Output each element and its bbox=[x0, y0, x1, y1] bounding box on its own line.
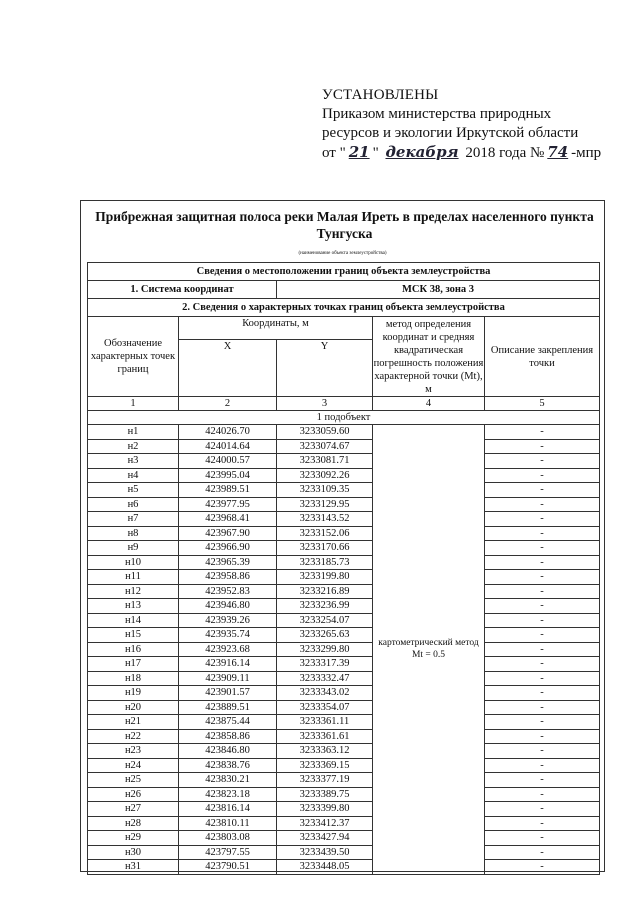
column-number-row: 1 2 3 4 5 bbox=[88, 397, 600, 411]
table-row bbox=[88, 831, 600, 846]
point-id: н27 bbox=[88, 802, 179, 817]
point-y: 3233152.06 bbox=[277, 526, 373, 541]
point-x: 423977.95 bbox=[179, 497, 277, 512]
point-y: 3233299.80 bbox=[277, 642, 373, 657]
point-id: н24 bbox=[88, 758, 179, 773]
point-id: н8 bbox=[88, 526, 179, 541]
point-y: 3233354.07 bbox=[277, 700, 373, 715]
point-id: н6 bbox=[88, 497, 179, 512]
table-row bbox=[88, 744, 600, 759]
point-x: 423958.86 bbox=[179, 570, 277, 585]
table-row bbox=[88, 729, 600, 744]
point-x: 423816.14 bbox=[179, 802, 277, 817]
point-y: 3233412.37 bbox=[277, 816, 373, 831]
point-x: 423823.18 bbox=[179, 787, 277, 802]
table-row bbox=[88, 860, 600, 875]
points-body bbox=[88, 425, 600, 875]
table-row bbox=[88, 454, 600, 469]
col-coordinates-header: Координаты, м bbox=[179, 317, 373, 340]
col-designation-header: Обозначение характерных точек границ bbox=[88, 317, 179, 397]
table-row bbox=[88, 555, 600, 570]
point-id: н5 bbox=[88, 483, 179, 498]
table-row bbox=[88, 526, 600, 541]
col-method-header: метод определения координат и средняя квадратическая погрешность положения характерной точки (Mt), м bbox=[373, 318, 484, 395]
point-id: н11 bbox=[88, 570, 179, 585]
point-id: н9 bbox=[88, 541, 179, 556]
point-id: н18 bbox=[88, 671, 179, 686]
table-row bbox=[88, 497, 600, 512]
handwritten-month: декабря bbox=[385, 143, 459, 161]
point-id: н13 bbox=[88, 599, 179, 614]
table-row bbox=[88, 700, 600, 715]
point-id: н25 bbox=[88, 773, 179, 788]
point-y: 3233092.26 bbox=[277, 468, 373, 483]
approval-date-line: от " 21 " декабря 2018 года № 74 -мпр bbox=[322, 143, 602, 161]
table-row bbox=[88, 512, 600, 527]
point-x: 423810.11 bbox=[179, 816, 277, 831]
point-description: - bbox=[485, 541, 600, 556]
point-y: 3233389.75 bbox=[277, 787, 373, 802]
point-x: 423803.08 bbox=[179, 831, 277, 846]
point-description: - bbox=[485, 744, 600, 759]
point-x: 423965.39 bbox=[179, 555, 277, 570]
point-x: 423952.83 bbox=[179, 584, 277, 599]
point-description: - bbox=[485, 526, 600, 541]
point-description: - bbox=[485, 584, 600, 599]
method-value: картометрический метод Mt = 0.5 bbox=[373, 425, 485, 875]
table-row bbox=[88, 773, 600, 788]
point-x: 423830.21 bbox=[179, 773, 277, 788]
point-id: н26 bbox=[88, 787, 179, 802]
point-y: 3233143.52 bbox=[277, 512, 373, 527]
points-heading: 2. Сведения о характерных точках границ объекта землеустройства bbox=[88, 299, 600, 317]
handwritten-day: 21 bbox=[348, 143, 370, 161]
point-y: 3233059.60 bbox=[277, 425, 373, 440]
column-header-row-1 bbox=[88, 317, 600, 340]
table-row bbox=[88, 671, 600, 686]
table-row bbox=[88, 787, 600, 802]
point-y: 3233081.71 bbox=[277, 454, 373, 469]
point-x: 423875.44 bbox=[179, 715, 277, 730]
point-description: - bbox=[485, 642, 600, 657]
table-row bbox=[88, 439, 600, 454]
approval-ministry-line: ресурсов и экологии Иркутской области bbox=[322, 125, 579, 141]
point-description: - bbox=[485, 570, 600, 585]
points-heading-row bbox=[88, 299, 600, 317]
point-x: 423846.80 bbox=[179, 744, 277, 759]
object-title: Прибрежная защитная полоса реки Малая Ирeть в пределах населенного пункта Тунгуска bbox=[95, 209, 594, 241]
point-x: 423916.14 bbox=[179, 657, 277, 672]
approval-order-line: Приказом министерства природных bbox=[322, 106, 552, 122]
table-row bbox=[88, 686, 600, 701]
point-y: 3233399.80 bbox=[277, 802, 373, 817]
point-x: 424026.70 bbox=[179, 425, 277, 440]
point-id: н30 bbox=[88, 845, 179, 860]
point-description: - bbox=[485, 613, 600, 628]
point-y: 3233361.61 bbox=[277, 729, 373, 744]
point-id: н12 bbox=[88, 584, 179, 599]
point-x: 423901.57 bbox=[179, 686, 277, 701]
point-x: 423858.86 bbox=[179, 729, 277, 744]
point-id: н23 bbox=[88, 744, 179, 759]
col-description-header: Описание закрепления точки bbox=[485, 317, 600, 397]
point-description: - bbox=[485, 512, 600, 527]
point-description: - bbox=[485, 468, 600, 483]
point-y: 3233369.15 bbox=[277, 758, 373, 773]
table-row bbox=[88, 628, 600, 643]
point-id: н7 bbox=[88, 512, 179, 527]
table-row bbox=[88, 425, 600, 440]
section-heading: Сведения о местоположении границ объекта землеустройства bbox=[88, 263, 600, 281]
point-y: 3233170.66 bbox=[277, 541, 373, 556]
table-row bbox=[88, 483, 600, 498]
point-x: 423946.80 bbox=[179, 599, 277, 614]
table-row bbox=[88, 802, 600, 817]
table-row bbox=[88, 816, 600, 831]
table-row bbox=[88, 468, 600, 483]
point-y: 3233216.89 bbox=[277, 584, 373, 599]
point-x: 423966.90 bbox=[179, 541, 277, 556]
point-description: - bbox=[485, 454, 600, 469]
point-id: н28 bbox=[88, 816, 179, 831]
point-x: 423939.26 bbox=[179, 613, 277, 628]
point-id: н3 bbox=[88, 454, 179, 469]
point-description: - bbox=[485, 439, 600, 454]
point-id: н29 bbox=[88, 831, 179, 846]
point-id: н20 bbox=[88, 700, 179, 715]
point-x: 423967.90 bbox=[179, 526, 277, 541]
point-x: 423989.51 bbox=[179, 483, 277, 498]
point-id: н4 bbox=[88, 468, 179, 483]
subobject-label: 1 подобъект bbox=[88, 411, 600, 425]
table-row bbox=[88, 657, 600, 672]
table-row bbox=[88, 613, 600, 628]
point-y: 3233265.63 bbox=[277, 628, 373, 643]
col-x-header: X bbox=[179, 340, 277, 397]
point-description: - bbox=[485, 758, 600, 773]
point-y: 3233109.35 bbox=[277, 483, 373, 498]
point-description: - bbox=[485, 773, 600, 788]
point-id: н17 bbox=[88, 657, 179, 672]
point-description: - bbox=[485, 816, 600, 831]
point-id: н31 bbox=[88, 860, 179, 875]
point-description: - bbox=[485, 671, 600, 686]
point-id: н19 bbox=[88, 686, 179, 701]
point-description: - bbox=[485, 497, 600, 512]
point-id: н14 bbox=[88, 613, 179, 628]
point-x: 423968.41 bbox=[179, 512, 277, 527]
point-y: 3233254.07 bbox=[277, 613, 373, 628]
point-description: - bbox=[485, 802, 600, 817]
point-y: 3233317.39 bbox=[277, 657, 373, 672]
point-description: - bbox=[485, 555, 600, 570]
point-y: 3233185.73 bbox=[277, 555, 373, 570]
point-description: - bbox=[485, 686, 600, 701]
section-heading-row bbox=[88, 263, 600, 281]
table-row bbox=[88, 758, 600, 773]
point-id: н10 bbox=[88, 555, 179, 570]
point-y: 3233377.19 bbox=[277, 773, 373, 788]
point-x: 424000.57 bbox=[179, 454, 277, 469]
point-x: 423790.51 bbox=[179, 860, 277, 875]
table-row bbox=[88, 570, 600, 585]
point-y: 3233448.05 bbox=[277, 860, 373, 875]
coord-system-label: 1. Система координат bbox=[88, 281, 277, 299]
point-description: - bbox=[485, 700, 600, 715]
point-id: н21 bbox=[88, 715, 179, 730]
point-description: - bbox=[485, 860, 600, 875]
point-description: - bbox=[485, 831, 600, 846]
object-subtitle: (наименование объекта землеустройства) bbox=[298, 251, 387, 256]
approval-title: УСТАНОВЛЕНЫ bbox=[322, 87, 439, 103]
point-id: н15 bbox=[88, 628, 179, 643]
point-y: 3233427.94 bbox=[277, 831, 373, 846]
point-description: - bbox=[485, 715, 600, 730]
point-x: 423995.04 bbox=[179, 468, 277, 483]
point-description: - bbox=[485, 483, 600, 498]
point-y: 3233236.99 bbox=[277, 599, 373, 614]
point-y: 3233361.11 bbox=[277, 715, 373, 730]
point-id: н1 bbox=[88, 425, 179, 440]
point-y: 3233439.50 bbox=[277, 845, 373, 860]
point-y: 3233199.80 bbox=[277, 570, 373, 585]
point-y: 3233343.02 bbox=[277, 686, 373, 701]
point-x: 423838.76 bbox=[179, 758, 277, 773]
point-id: н22 bbox=[88, 729, 179, 744]
col-y-header: Y bbox=[277, 340, 373, 397]
point-x: 423923.68 bbox=[179, 642, 277, 657]
table-row bbox=[88, 845, 600, 860]
coord-system-row bbox=[88, 281, 600, 299]
point-x: 423935.74 bbox=[179, 628, 277, 643]
point-description: - bbox=[485, 599, 600, 614]
coord-system-value: МСК 38, зона 3 bbox=[277, 281, 600, 299]
subobject-row bbox=[88, 411, 600, 425]
point-description: - bbox=[485, 425, 600, 440]
point-description: - bbox=[485, 628, 600, 643]
boundary-points-table bbox=[87, 262, 600, 875]
point-description: - bbox=[485, 787, 600, 802]
point-y: 3233332.47 bbox=[277, 671, 373, 686]
point-y: 3233363.12 bbox=[277, 744, 373, 759]
point-y: 3233074.67 bbox=[277, 439, 373, 454]
point-x: 424014.64 bbox=[179, 439, 277, 454]
table-row bbox=[88, 541, 600, 556]
point-id: н16 bbox=[88, 642, 179, 657]
point-description: - bbox=[485, 845, 600, 860]
table-row bbox=[88, 715, 600, 730]
point-description: - bbox=[485, 729, 600, 744]
approval-block bbox=[322, 86, 622, 163]
point-x: 423797.55 bbox=[179, 845, 277, 860]
point-x: 423909.11 bbox=[179, 671, 277, 686]
table-row bbox=[88, 584, 600, 599]
table-row bbox=[88, 642, 600, 657]
point-y: 3233129.95 bbox=[277, 497, 373, 512]
table-row bbox=[88, 599, 600, 614]
point-description: - bbox=[485, 657, 600, 672]
handwritten-number: 74 bbox=[547, 143, 569, 161]
point-id: н2 bbox=[88, 439, 179, 454]
point-x: 423889.51 bbox=[179, 700, 277, 715]
